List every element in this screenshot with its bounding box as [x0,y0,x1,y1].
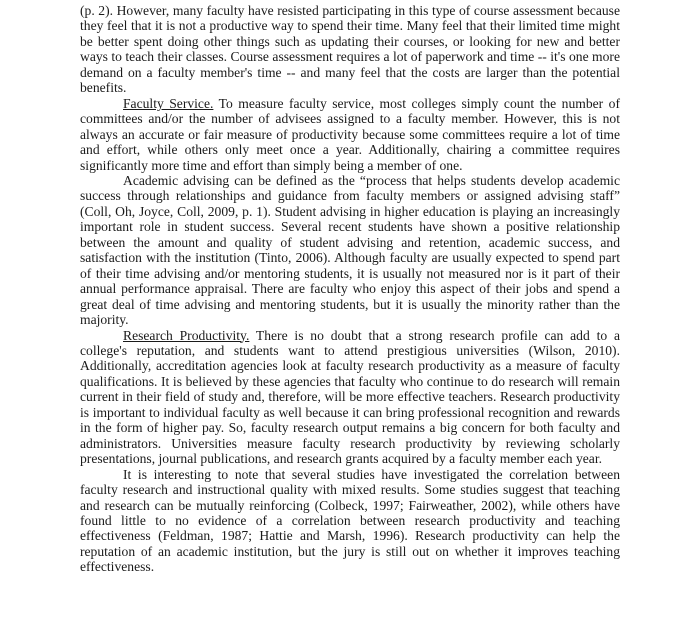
paragraph-text: To measure faculty service, most colleges simply count the number of committees and/or the number of advisees assigned to a faculty member. However, this is not always an accurate or fair measure of productivity because some committees require a lot of time and effort, while others only meet once a year. Additionally, chairing a committee requires significantly more time and effort than simply being a member of one. [80,95,620,173]
document-page [80,3,620,575]
paragraph-course-assessment [80,3,620,96]
paragraph-text: There is no doubt that a strong research profile can add to a college's reputation, and students want to attend prestigious universities (Wilson, 2010). Additionally, accreditation agencies look at faculty research productivity as a measure of faculty qualifications. It is believed by these agencies that faculty who continue to do research will remain current in their field of study and, therefore, will be more effective teachers. Research productivity is important to individual faculty as well because it can bring professional recognition and rewards in the form of higher pay. So, faculty research output remains a big concern for both faculty and administrators. Universities measure faculty research productivity by reviewing scholarly presentations, journal publications, and research grants acquired by a faculty member each year. [80,327,620,467]
paragraph-faculty-service [80,96,620,173]
paragraph-text: Academic advising can be defined as the “process that helps students develop academic success through relationships and guidance from faculty members or assigned advising staff” (Coll, Oh, Joyce, Coll, 2009, p. 1). Student advising in higher education is playing an increasingly important role in student success. Several recent students have shown a positive relationship between the amount and quality of student advising and retention, academic success, and satisfaction with the institution (Tinto, 2006). Although faculty are usually expected to spend part of their time advising and/or mentoring students, it is usually not measured nor is it part of their annual performance appraisal. There are faculty who enjoy this aspect of their jobs and spend a great deal of time advising and mentoring students, but it is usually the minority rather than the majority. [80,172,620,328]
section-heading-faculty-service: Faculty Service. [123,95,214,111]
paragraph-research-productivity [80,328,620,467]
paragraph-text: (p. 2). However, many faculty have resisted participating in this type of course assessment because they feel that it is not a productive way to spend their time. Many feel that their limited time might be better spent doing other things such as updating their courses, or looking for new and better ways to teach their classes. Course assessment requires a lot of paperwork and time -- it's one more demand on a faculty member's time -- and many feel that the costs are larger than the potential benefits. [80,3,620,96]
paragraph-academic-advising [80,173,620,328]
section-heading-research-productivity: Research Productivity. [123,327,250,343]
paragraph-text: It is interesting to note that several studies have investigated the correlation between faculty research and instructional quality with mixed results. Some studies suggest that teaching and research can be mutually reinforcing (Colbeck, 1997; Fairweather, 2002), while others have found little to no evidence of a correlation between research productivity and teaching effectiveness (Feldman, 1987; Hattie and Marsh, 1996). Research productivity can help the reputation of an academic institution, but the jury is still out on whether it improves teaching effectiveness. [80,466,620,575]
paragraph-research-teaching-correlation [80,467,620,575]
